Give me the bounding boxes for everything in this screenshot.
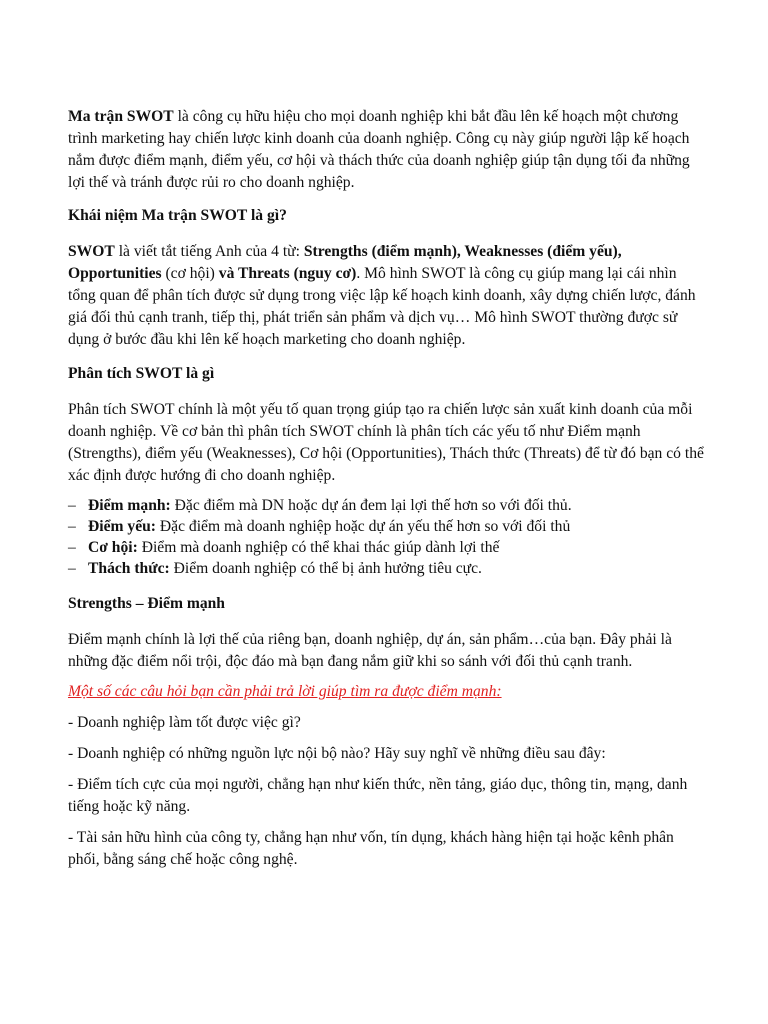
intro-text: là công cụ hữu hiệu cho mọi doanh nghiệp khi bắt đầu lên kế hoạch một chương trình marketing hay chiến lược kinh doanh của doanh nghiệp. Công cụ này giúp người lập kế hoạch nắm được điểm mạnh, điểm yếu, cơ hội và thách thức của doanh nghiệp giúp tận dụng tối đa những lợi thế và tránh được rủi ro cho doanh nghiệp.	[68, 108, 690, 191]
list-item-label: Cơ hội:	[88, 539, 138, 556]
strengths-paragraph: Điểm mạnh chính là lợi thế của riêng bạn, doanh nghiệp, dự án, sản phẩm…của bạn. Đây phải là những đặc điểm nổi trội, độc đáo mà bạn đang nắm giữ khi so sánh với đối thủ cạnh tranh.	[68, 631, 672, 670]
list-item-text: Đặc điểm mà DN hoặc dự án đem lại lợi thế hơn so với đối thủ.	[170, 497, 572, 514]
intro-term: Ma trận SWOT	[68, 108, 174, 125]
strengths-question-1: - Doanh nghiệp làm tốt được việc gì?	[68, 714, 301, 731]
list-item-label: Thách thức:	[88, 560, 170, 577]
strengths-questions-intro: Một số các câu hỏi bạn cần phải trả lời giúp tìm ra được điểm mạnh:	[68, 683, 502, 700]
strengths-question-3: - Điểm tích cực của mọi người, chẳng hạn như kiến thức, nền tảng, giáo dục, thông tin, mạng, danh tiếng hoặc kỹ năng.	[68, 776, 688, 815]
intro-paragraph	[68, 106, 708, 194]
dash-bullet: –	[68, 560, 76, 577]
list-item-text: Điểm mà doanh nghiệp có thể khai thác giúp dành lợi thế	[137, 539, 500, 556]
list-item-text: Đặc điểm mà doanh nghiệp hoặc dự án yếu thế hơn so với đối thủ	[156, 518, 571, 535]
document-page	[68, 106, 708, 880]
list-item	[68, 516, 708, 537]
swot-def-text-2: (cơ hội)	[161, 265, 219, 282]
swot-def-terms: Strengths (điểm mạnh), Weaknesses (điểm yếu), Opportunities	[68, 243, 622, 282]
heading-swot-analysis: Phân tích SWOT là gì	[68, 365, 215, 382]
swot-analysis-paragraph: Phân tích SWOT chính là một yếu tố quan trọng giúp tạo ra chiến lược sản xuất kinh doanh của mỗi doanh nghiệp. Về cơ bản thì phân tích SWOT chính là phân tích các yếu tố như Điểm mạnh (Strengths), điểm yếu (Weaknesses), Cơ hội (Opportunities), Thách thức (Threats) để từ đó bạn có thể xác định được hướng đi cho doanh nghiệp.	[68, 401, 704, 484]
swot-term: SWOT	[68, 243, 115, 260]
dash-bullet: –	[68, 518, 76, 535]
dash-bullet: –	[68, 497, 76, 514]
heading-strengths: Strengths – Điểm mạnh	[68, 595, 225, 612]
strengths-question-4: - Tài sản hữu hình của công ty, chẳng hạn như vốn, tín dụng, khách hàng hiện tại hoặc kênh phân phối, bằng sáng chế hoặc công nghệ.	[68, 829, 674, 868]
strengths-question-2: - Doanh nghiệp có những nguồn lực nội bộ nào? Hãy suy nghĩ về những điều sau đây:	[68, 745, 606, 762]
list-item	[68, 537, 708, 558]
swot-def-threats: và Threats (nguy cơ)	[218, 265, 357, 282]
dash-bullet: –	[68, 539, 76, 556]
swot-def-text-3: . Mô hình SWOT là công cụ giúp mang lại cái nhìn tổng quan để phân tích được sử dụng trong việc lập kế hoạch kinh doanh, xây dựng chiến lược, đánh giá đối thủ cạnh tranh, tiếp thị, phát triển sản phẩm và dịch vụ… Mô hình SWOT thường được sử dụng ở bước đầu khi lên kế hoạch marketing cho doanh nghiệp.	[68, 265, 696, 348]
list-item	[68, 558, 708, 579]
swot-factor-list	[68, 495, 708, 579]
list-item-label: Điểm yếu:	[88, 518, 156, 535]
list-item-label: Điểm mạnh:	[88, 497, 171, 514]
list-item-text: Điểm doanh nghiệp có thể bị ảnh hưởng tiêu cực.	[169, 560, 482, 577]
list-item	[68, 495, 708, 516]
swot-def-text-1: là viết tắt tiếng Anh của 4 từ:	[114, 243, 304, 260]
swot-definition-paragraph	[68, 241, 708, 351]
heading-swot-definition: Khái niệm Ma trận SWOT là gì?	[68, 207, 287, 224]
